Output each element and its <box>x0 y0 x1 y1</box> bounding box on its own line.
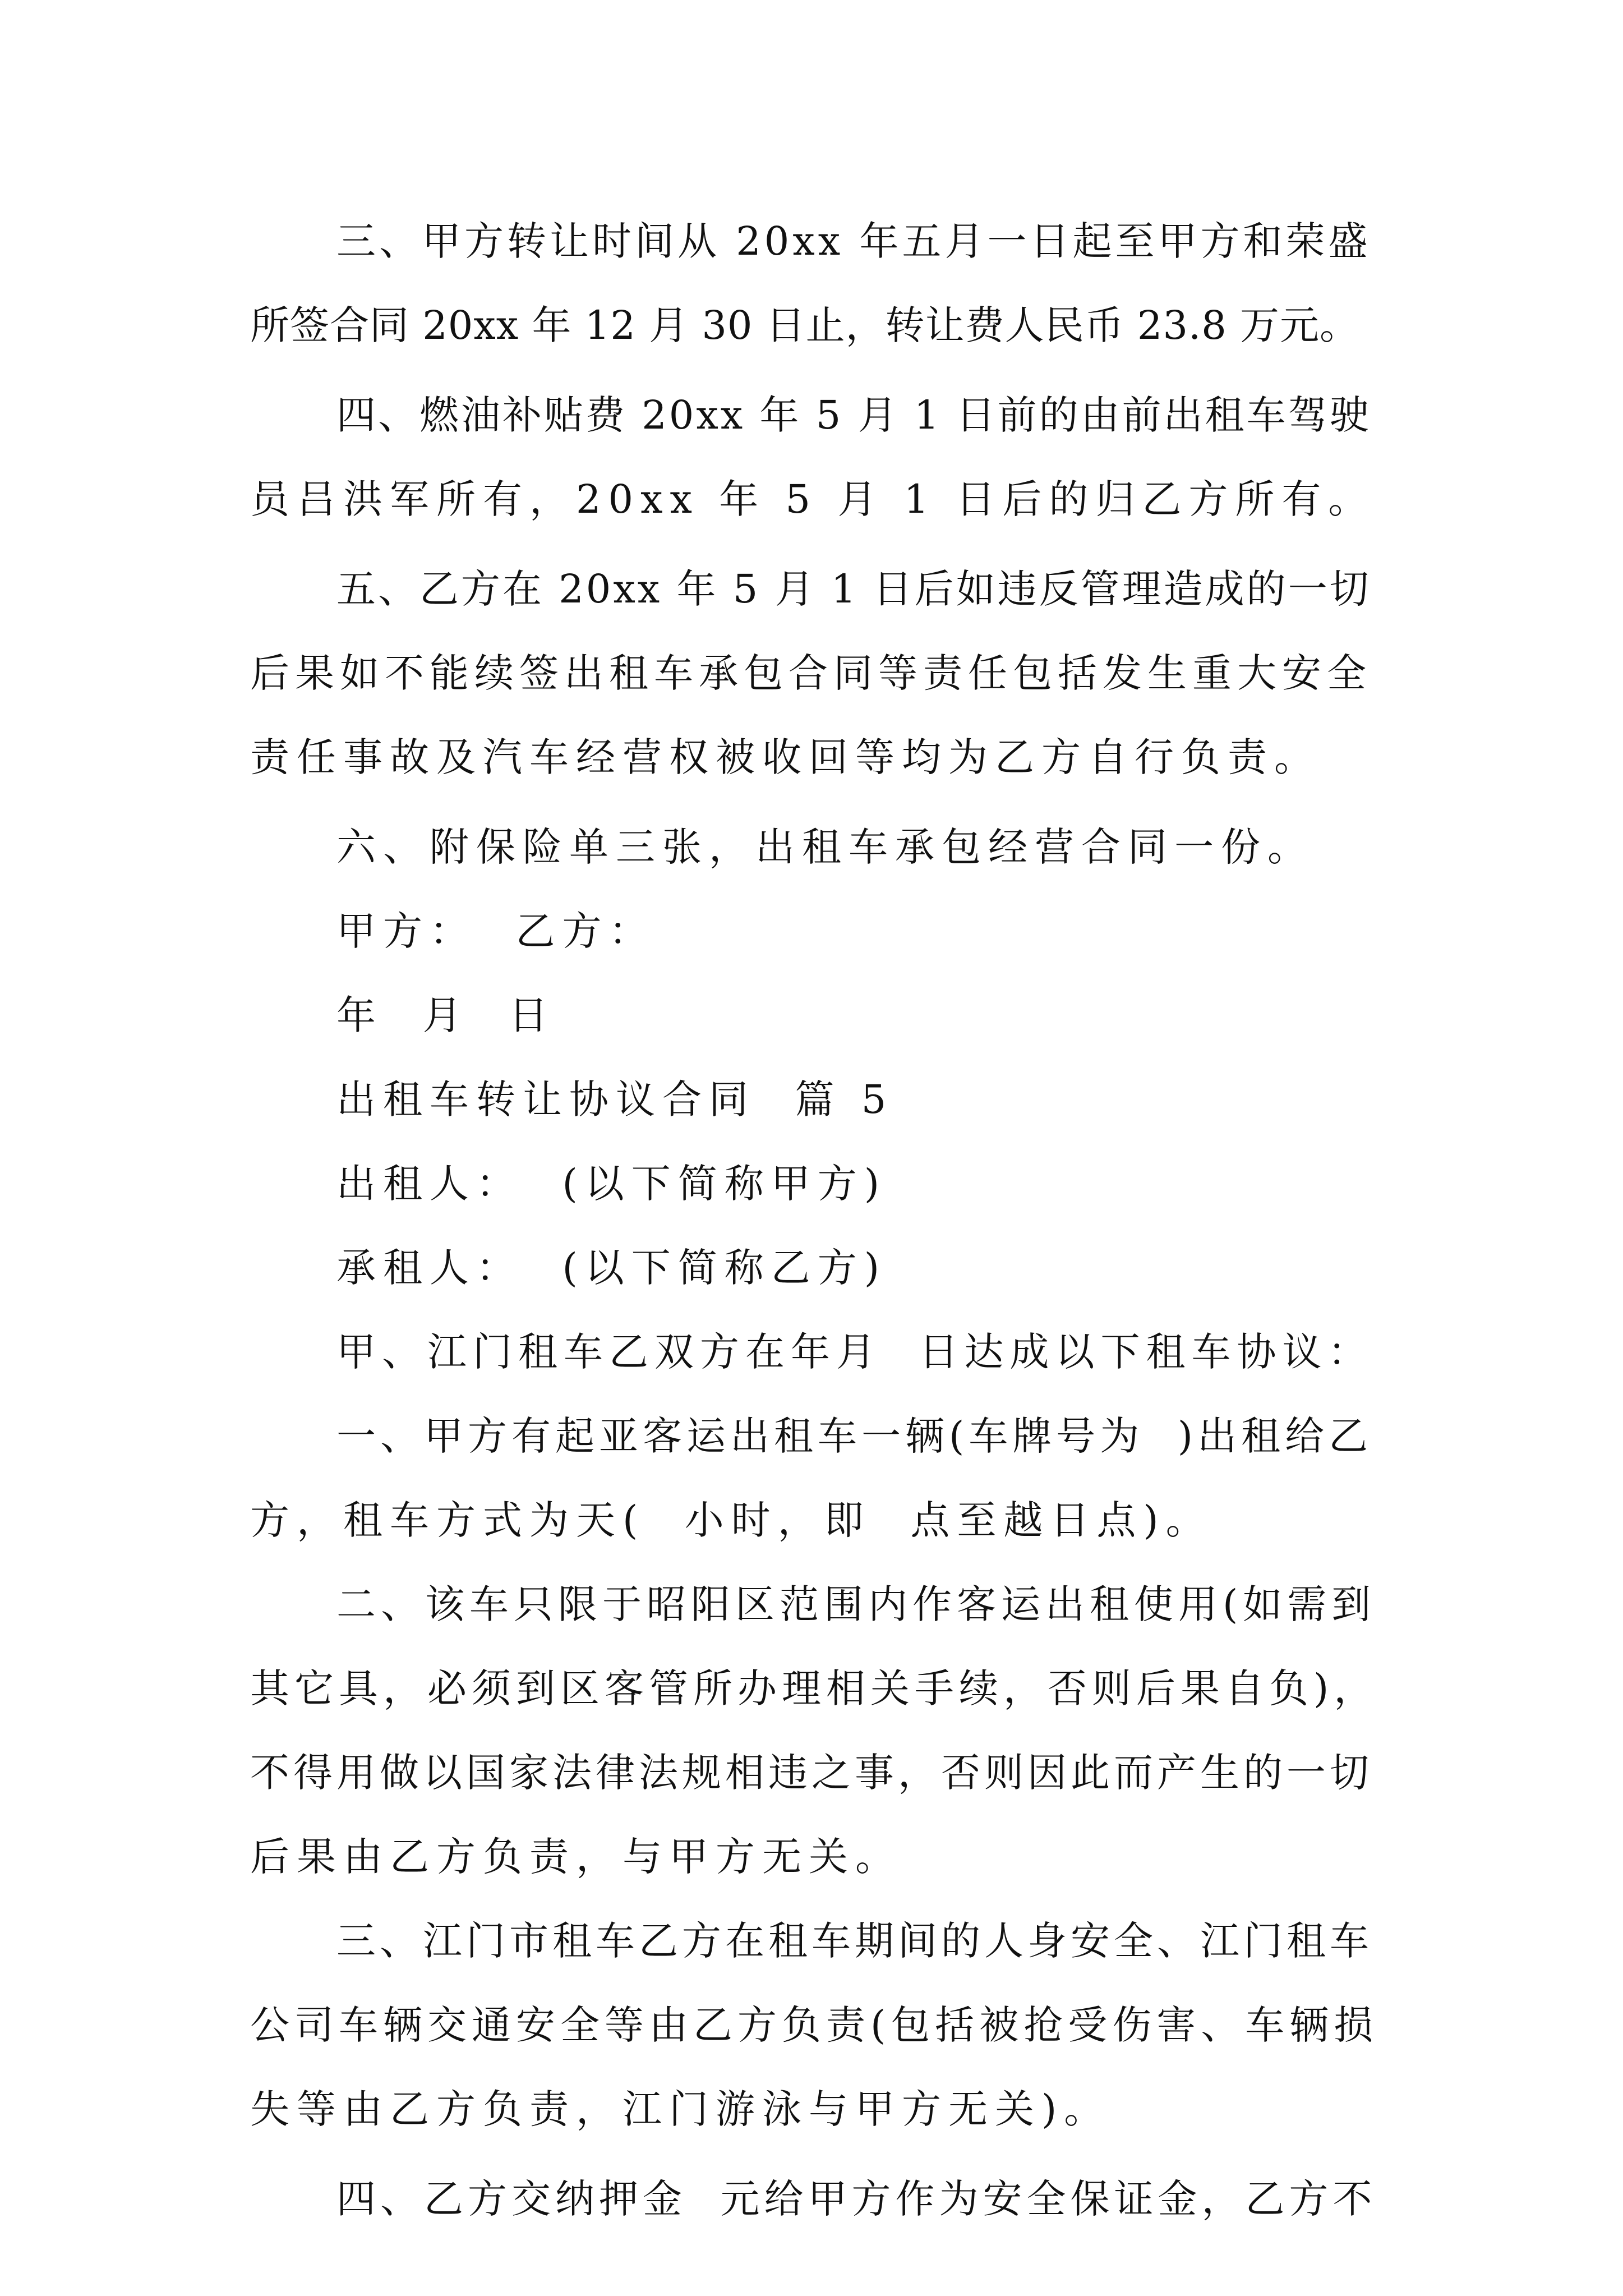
section-heading: 出租车转让协议合同 篇 5 <box>336 1076 894 1122</box>
party-line: 出租人： (以下简称甲方) <box>336 1161 887 1207</box>
paragraph-line: 一、甲方有起亚客运出租车一辆(车牌号为 )出租给乙 <box>336 1413 1373 1459</box>
paragraph-line: 不得用做以国家法律法规相违之事，否则因此而产生的一切 <box>250 1750 1373 1796</box>
paragraph-line: 三、甲方转让时间从 20xx 年五月一日起至甲方和荣盛 <box>336 218 1371 264</box>
paragraph-line: 员吕洪军所有，20xx 年 5 月 1 日后的归乙方所有。 <box>250 476 1375 522</box>
paragraph-line: 其它具，必须到区客管所办理相关手续，否则后果自负)， <box>250 1665 1378 1711</box>
paragraph-line: 责任事故及汽车经营权被收回等均为乙方自行负责。 <box>250 734 1321 780</box>
paragraph-line: 所签合同 20xx 年 12 月 30 日止，转让费人民币 23.8 万元。 <box>250 302 1360 348</box>
paragraph-line: 二、该车只限于昭阳区范围内作客运出租使用(如需到 <box>336 1581 1376 1627</box>
party-line: 承租人： (以下简称乙方) <box>336 1245 887 1291</box>
paragraph-line: 后果由乙方负责，与甲方无关。 <box>250 1834 902 1880</box>
paragraph-line: 六、附保险单三张，出租车承包经营合同一份。 <box>336 824 1314 870</box>
paragraph-line: 四、乙方交纳押金 元给甲方作为安全保证金，乙方不 <box>336 2176 1377 2222</box>
paragraph-line: 方，租车方式为天( 小时，即 点至越日点)。 <box>250 1497 1212 1543</box>
paragraph-line: 失等由乙方负责，江门游泳与甲方无关)。 <box>250 2086 1111 2132</box>
paragraph-line: 公司车辆交通安全等由乙方负责(包括被抢受伤害、车辆损 <box>250 2002 1378 2048</box>
date-line: 年 月 日 <box>336 992 556 1038</box>
paragraph-line: 四、燃油补贴费 20xx 年 5 月 1 日前的由前出租车驾驶 <box>336 392 1371 438</box>
paragraph-line: 五、乙方在 20xx 年 5 月 1 日后如违反管理造成的一切 <box>336 566 1371 612</box>
signature-line: 甲方： 乙方： <box>336 908 656 954</box>
paragraph-line: 三、江门市租车乙方在租车期间的人身安全、江门租车 <box>336 1918 1373 1964</box>
paragraph-line: 甲、江门租车乙双方在年月 日达成以下租车协议： <box>336 1329 1373 1375</box>
paragraph-line: 后果如不能续签出租车承包合同等责任包括发生重大安全 <box>250 650 1372 696</box>
